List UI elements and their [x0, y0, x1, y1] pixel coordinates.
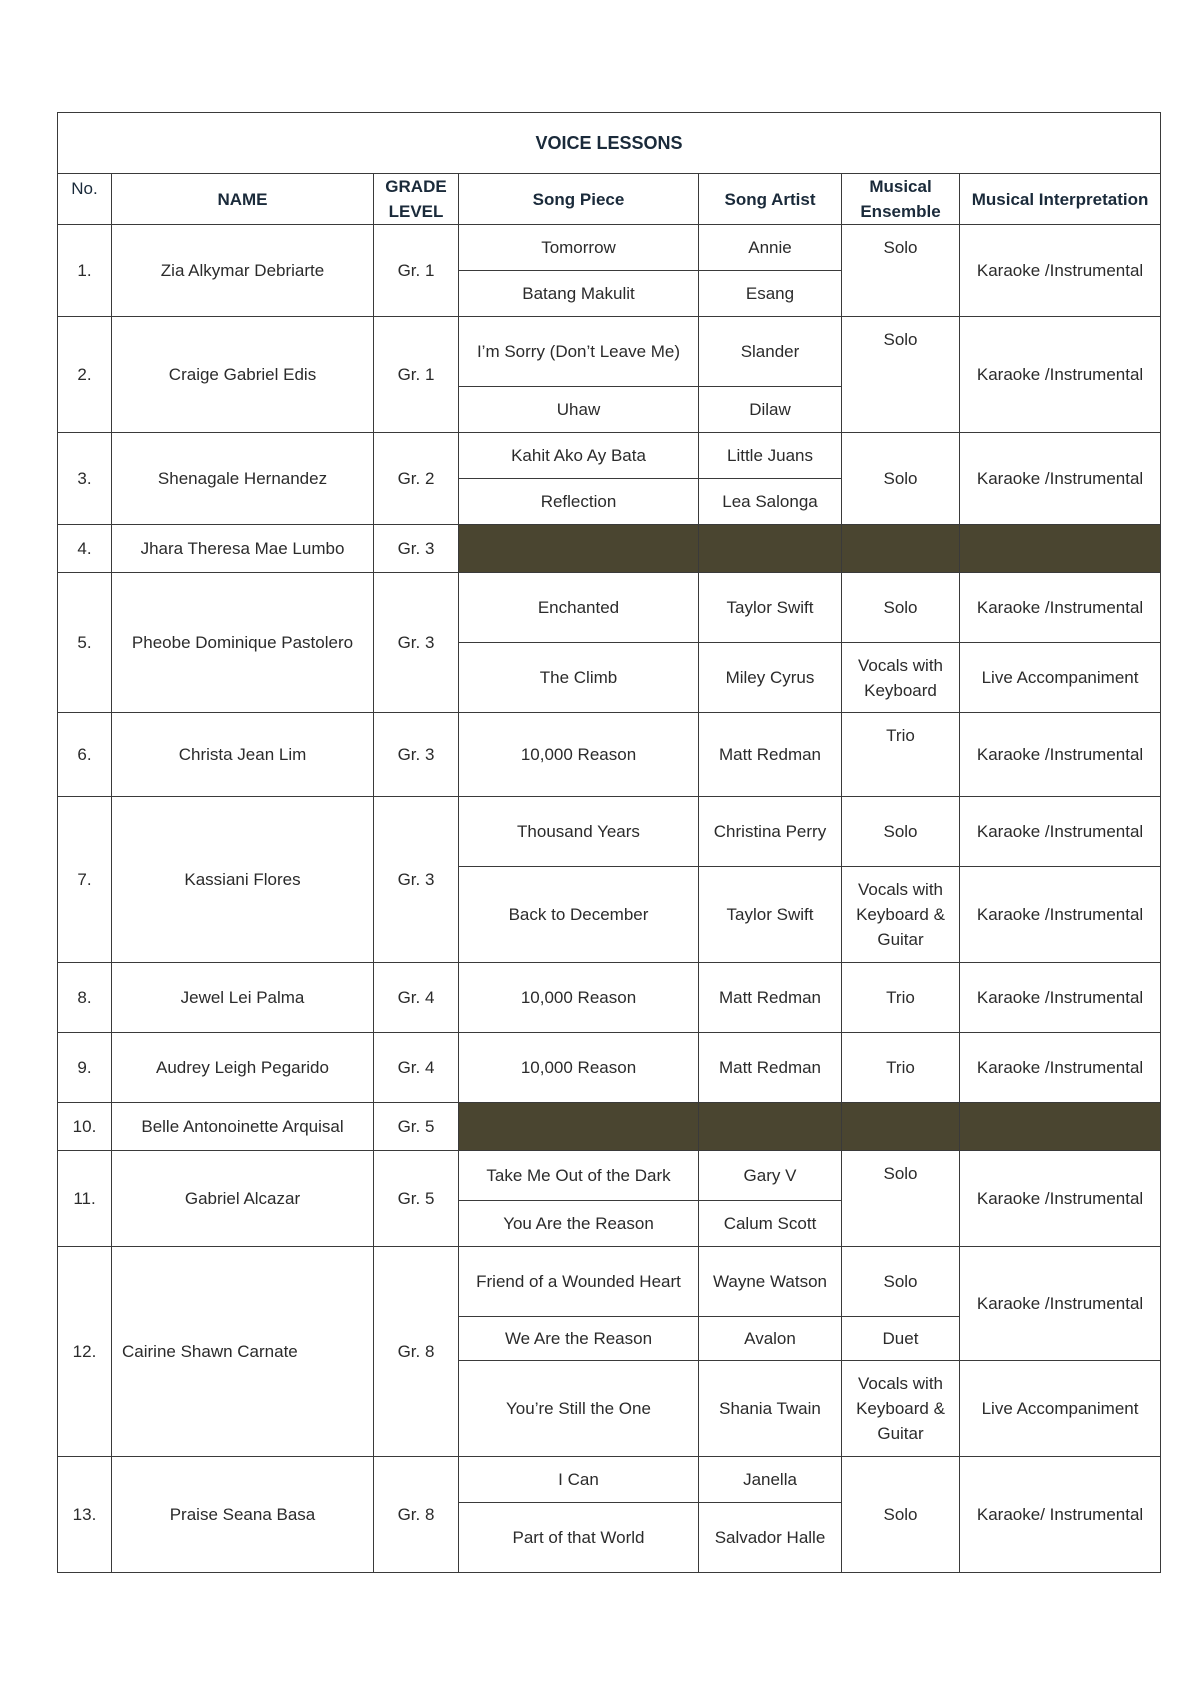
- table-title: VOICE LESSONS: [58, 113, 1161, 174]
- musical-interpretation: Karaoke /Instrumental: [960, 225, 1161, 317]
- grade-level: Gr. 3: [374, 573, 459, 713]
- grade-level: Gr. 8: [374, 1457, 459, 1573]
- song-piece: 10,000 Reason: [459, 1033, 699, 1103]
- song-piece: Back to December: [459, 867, 699, 963]
- song-piece: Part of that World: [459, 1503, 699, 1573]
- musical-ensemble: Trio: [842, 1033, 960, 1103]
- song-artist: Taylor Swift: [699, 867, 842, 963]
- song-artist: Annie: [699, 225, 842, 271]
- song-artist: Wayne Watson: [699, 1247, 842, 1317]
- song-artist: Esang: [699, 271, 842, 317]
- musical-interpretation: Karaoke /Instrumental: [960, 1151, 1161, 1247]
- musical-ensemble: Vocals with Keyboard: [842, 643, 960, 713]
- table-row: [58, 713, 1161, 797]
- musical-interpretation: Live Accompaniment: [960, 1361, 1161, 1457]
- song-piece: You’re Still the One: [459, 1361, 699, 1457]
- song-piece: Reflection: [459, 479, 699, 525]
- song-piece: Thousand Years: [459, 797, 699, 867]
- musical-ensemble: Duet: [842, 1317, 960, 1361]
- song-piece: Enchanted: [459, 573, 699, 643]
- header-no: No.: [58, 174, 112, 225]
- voice-lessons-table: [57, 112, 1161, 1573]
- student-name: Gabriel Alcazar: [112, 1151, 374, 1247]
- shaded-cell: [842, 1103, 960, 1151]
- song-artist: Shania Twain: [699, 1361, 842, 1457]
- shaded-cell: [459, 525, 699, 573]
- song-piece: Take Me Out of the Dark: [459, 1151, 699, 1201]
- song-artist: Christina Perry: [699, 797, 842, 867]
- shaded-cell: [699, 1103, 842, 1151]
- grade-level: Gr. 3: [374, 797, 459, 963]
- song-piece: Uhaw: [459, 387, 699, 433]
- table-row: [58, 573, 1161, 643]
- musical-interpretation: Karaoke /Instrumental: [960, 713, 1161, 797]
- musical-ensemble: Solo: [842, 1457, 960, 1573]
- song-piece: You Are the Reason: [459, 1201, 699, 1247]
- song-artist: Avalon: [699, 1317, 842, 1361]
- header-song-artist: Song Artist: [699, 174, 842, 225]
- song-artist: Calum Scott: [699, 1201, 842, 1247]
- row-number: 11.: [58, 1151, 112, 1247]
- table-row: [58, 433, 1161, 479]
- table-row: [58, 963, 1161, 1033]
- row-number: 12.: [58, 1247, 112, 1457]
- song-artist: Salvador Halle: [699, 1503, 842, 1573]
- musical-ensemble: Solo: [842, 573, 960, 643]
- table-row: [58, 225, 1161, 271]
- song-piece: Kahit Ako Ay Bata: [459, 433, 699, 479]
- row-number: 6.: [58, 713, 112, 797]
- shaded-cell: [842, 525, 960, 573]
- row-number: 3.: [58, 433, 112, 525]
- musical-ensemble: Solo: [842, 1247, 960, 1317]
- musical-interpretation: Karaoke /Instrumental: [960, 797, 1161, 867]
- song-artist: Taylor Swift: [699, 573, 842, 643]
- song-artist: Slander: [699, 317, 842, 387]
- student-name: Belle Antonoinette Arquisal: [112, 1103, 374, 1151]
- musical-ensemble: Vocals with Keyboard & Guitar: [842, 1361, 960, 1457]
- song-artist: Janella: [699, 1457, 842, 1503]
- musical-interpretation: Karaoke/ Instrumental: [960, 1457, 1161, 1573]
- musical-ensemble: Trio: [842, 713, 960, 797]
- table-row: [58, 525, 1161, 573]
- song-artist: Dilaw: [699, 387, 842, 433]
- row-number: 9.: [58, 1033, 112, 1103]
- musical-interpretation: Karaoke /Instrumental: [960, 317, 1161, 433]
- table-row: [58, 1103, 1161, 1151]
- musical-interpretation: Karaoke /Instrumental: [960, 1033, 1161, 1103]
- table-row: [58, 1247, 1161, 1317]
- student-name: Zia Alkymar Debriarte: [112, 225, 374, 317]
- header-musical-interpretation: Musical Interpretation: [960, 174, 1161, 225]
- student-name: Praise Seana Basa: [112, 1457, 374, 1573]
- song-artist: Matt Redman: [699, 713, 842, 797]
- song-artist: Matt Redman: [699, 1033, 842, 1103]
- musical-interpretation: Live Accompaniment: [960, 643, 1161, 713]
- song-piece: Friend of a Wounded Heart: [459, 1247, 699, 1317]
- header-row: [58, 174, 1161, 225]
- song-piece: Tomorrow: [459, 225, 699, 271]
- row-number: 5.: [58, 573, 112, 713]
- table-row: [58, 317, 1161, 387]
- student-name: Christa Jean Lim: [112, 713, 374, 797]
- musical-ensemble: Solo: [842, 1151, 960, 1247]
- song-artist: Gary V: [699, 1151, 842, 1201]
- musical-ensemble: Solo: [842, 317, 960, 433]
- student-name: Craige Gabriel Edis: [112, 317, 374, 433]
- song-piece: 10,000 Reason: [459, 963, 699, 1033]
- grade-level: Gr. 1: [374, 317, 459, 433]
- song-piece: We Are the Reason: [459, 1317, 699, 1361]
- table-row: [58, 1457, 1161, 1503]
- student-name: Jewel Lei Palma: [112, 963, 374, 1033]
- song-artist: Miley Cyrus: [699, 643, 842, 713]
- grade-level: Gr. 1: [374, 225, 459, 317]
- student-name: Cairine Shawn Carnate: [112, 1247, 374, 1457]
- song-artist: Lea Salonga: [699, 479, 842, 525]
- song-piece: Batang Makulit: [459, 271, 699, 317]
- row-number: 2.: [58, 317, 112, 433]
- grade-level: Gr. 4: [374, 963, 459, 1033]
- header-name: NAME: [112, 174, 374, 225]
- row-number: 8.: [58, 963, 112, 1033]
- table-row: [58, 1151, 1161, 1201]
- musical-ensemble: Solo: [842, 225, 960, 317]
- musical-ensemble: Trio: [842, 963, 960, 1033]
- grade-level: Gr. 8: [374, 1247, 459, 1457]
- student-name: Jhara Theresa Mae Lumbo: [112, 525, 374, 573]
- row-number: 10.: [58, 1103, 112, 1151]
- header-song-piece: Song Piece: [459, 174, 699, 225]
- musical-ensemble: Vocals with Keyboard & Guitar: [842, 867, 960, 963]
- row-number: 7.: [58, 797, 112, 963]
- shaded-cell: [699, 525, 842, 573]
- grade-level: Gr. 3: [374, 713, 459, 797]
- shaded-cell: [459, 1103, 699, 1151]
- song-artist: Little Juans: [699, 433, 842, 479]
- song-piece: The Climb: [459, 643, 699, 713]
- musical-interpretation: Karaoke /Instrumental: [960, 1247, 1161, 1361]
- grade-level: Gr. 4: [374, 1033, 459, 1103]
- student-name: Pheobe Dominique Pastolero: [112, 573, 374, 713]
- shaded-cell: [960, 525, 1161, 573]
- song-artist: Matt Redman: [699, 963, 842, 1033]
- student-name: Shenagale Hernandez: [112, 433, 374, 525]
- header-grade: GRADE LEVEL: [374, 174, 459, 225]
- musical-interpretation: Karaoke /Instrumental: [960, 963, 1161, 1033]
- row-number: 1.: [58, 225, 112, 317]
- student-name: Kassiani Flores: [112, 797, 374, 963]
- table-row: [58, 1033, 1161, 1103]
- song-piece: I Can: [459, 1457, 699, 1503]
- header-musical-ensemble: Musical Ensemble: [842, 174, 960, 225]
- student-name: Audrey Leigh Pegarido: [112, 1033, 374, 1103]
- song-piece: 10,000 Reason: [459, 713, 699, 797]
- musical-interpretation: Karaoke /Instrumental: [960, 433, 1161, 525]
- row-number: 13.: [58, 1457, 112, 1573]
- grade-level: Gr. 5: [374, 1151, 459, 1247]
- song-piece: I’m Sorry (Don’t Leave Me): [459, 317, 699, 387]
- musical-interpretation: Karaoke /Instrumental: [960, 867, 1161, 963]
- grade-level: Gr. 3: [374, 525, 459, 573]
- grade-level: Gr. 5: [374, 1103, 459, 1151]
- shaded-cell: [960, 1103, 1161, 1151]
- table-row: [58, 797, 1161, 867]
- grade-level: Gr. 2: [374, 433, 459, 525]
- musical-interpretation: Karaoke /Instrumental: [960, 573, 1161, 643]
- musical-ensemble: Solo: [842, 797, 960, 867]
- row-number: 4.: [58, 525, 112, 573]
- musical-ensemble: Solo: [842, 433, 960, 525]
